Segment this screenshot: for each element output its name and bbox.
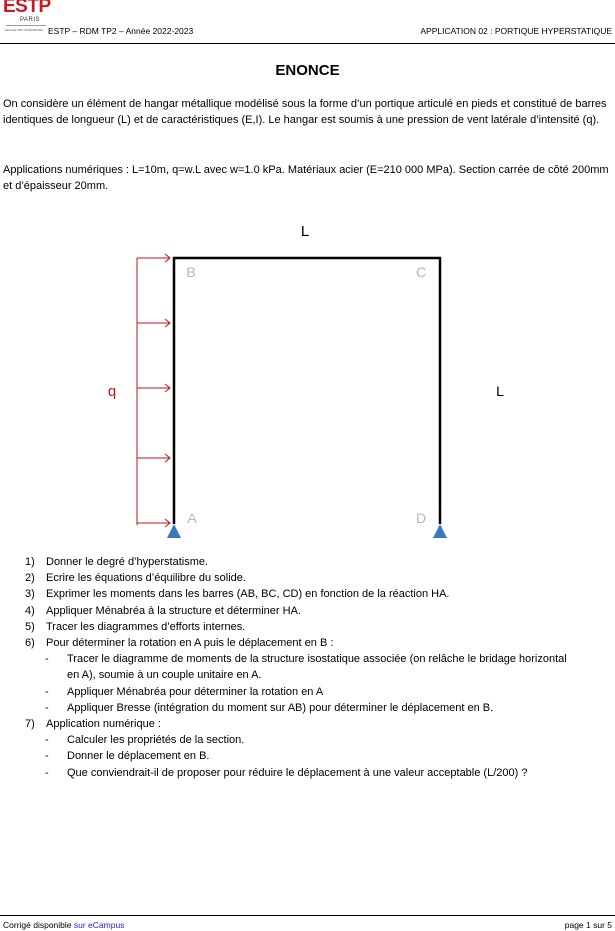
question-number: 3) bbox=[25, 588, 35, 601]
page-title: ENONCE bbox=[275, 62, 340, 79]
ecampus-link[interactable]: sur eCampus bbox=[73, 920, 125, 930]
logo-rule bbox=[6, 25, 46, 26]
question-subitem bbox=[0, 651, 615, 667]
estp-logo bbox=[3, 0, 49, 36]
question-number: 7) bbox=[25, 718, 35, 730]
footer-note-text: Corrigé disponible bbox=[3, 920, 74, 930]
question-text: Que conviendrait-il de proposer pour réduire le déplacement à une valeur acceptable (L/200) ? bbox=[67, 766, 528, 779]
question-item bbox=[0, 716, 615, 732]
node-label-b: B bbox=[186, 264, 196, 280]
footer-note bbox=[3, 920, 124, 930]
question-number: - bbox=[45, 685, 49, 698]
support-d-icon bbox=[433, 524, 447, 538]
label-length-top: L bbox=[300, 223, 310, 240]
question-subitem bbox=[0, 684, 615, 700]
frame-members bbox=[174, 258, 440, 524]
logo-city: PARIS bbox=[20, 17, 41, 23]
question-text: Exprimer les moments dans les barres (AB, BC, CD) en fonction de la réaction HA. bbox=[46, 588, 450, 601]
question-text: Tracer les diagrammes d’efforts internes. bbox=[46, 620, 246, 633]
question-text: Appliquer Ménabréa pour déterminer la rotation en A bbox=[67, 685, 324, 698]
question-text: Application numérique : bbox=[46, 718, 161, 730]
question-item bbox=[0, 603, 615, 619]
question-subitem bbox=[0, 732, 615, 748]
node-label-a: A bbox=[187, 510, 197, 526]
question-number: 6) bbox=[25, 637, 35, 649]
question-item bbox=[0, 619, 615, 635]
support-a-icon bbox=[167, 524, 181, 538]
intro-paragraph: On considère un élément de hangar métallique modélisé sous la forme d’un portique articulé en pieds et constitué de barres identiques de longueur (L) et de caractéristiques (E,I). Le hangar est soumis à une pression de vent latérale d’intensité (q). bbox=[3, 98, 607, 127]
question-subitem bbox=[0, 700, 615, 716]
load-arrows bbox=[137, 254, 170, 527]
label-length-right: L bbox=[496, 383, 504, 399]
header-application: APPLICATION 02 : PORTIQUE HYPERSTATIQUE bbox=[420, 26, 612, 36]
node-label-c: C bbox=[415, 264, 427, 280]
question-item bbox=[0, 570, 615, 586]
header-divider bbox=[0, 43, 615, 44]
node-label-d: D bbox=[415, 510, 427, 526]
question-number: - bbox=[45, 766, 49, 779]
question-text: Pour déterminer la rotation en A puis le déplacement en B : bbox=[46, 637, 334, 649]
footer-divider bbox=[0, 915, 615, 916]
question-number: - bbox=[45, 750, 49, 763]
question-subitem bbox=[0, 748, 615, 764]
question-item bbox=[0, 554, 615, 570]
question-subitem bbox=[0, 667, 615, 683]
question-subitem bbox=[0, 765, 615, 781]
question-text: Calculer les propriétés de la section. bbox=[67, 734, 245, 747]
question-text: Appliquer Bresse (intégration du moment sur AB) pour déterminer le déplacement en B. bbox=[67, 701, 494, 714]
question-number: 1) bbox=[25, 556, 35, 568]
logo-tagline: L'ÉCOLE DES INGÉNIEURS bbox=[4, 28, 43, 32]
question-number: 4) bbox=[25, 604, 35, 617]
question-number: 5) bbox=[25, 620, 35, 633]
logo-brand: ESTP bbox=[3, 0, 51, 17]
question-text: Appliquer Ménabréa à la structure et déterminer HA. bbox=[46, 604, 301, 617]
question-text: en A), soumie à un couple unitaire en A. bbox=[67, 669, 262, 682]
question-text: Ecrire les équations d’équilibre du solide. bbox=[46, 572, 246, 585]
question-text: Donner le degré d’hyperstatisme. bbox=[46, 556, 209, 568]
question-number: - bbox=[45, 653, 49, 666]
label-load-q: q bbox=[107, 383, 117, 400]
header-course: ESTP – RDM TP2 – Année 2022-2023 bbox=[48, 26, 194, 36]
question-item bbox=[0, 635, 615, 651]
question-text: Tracer le diagramme de moments de la structure isostatique associée (on relâche le bridage horizontal bbox=[67, 653, 567, 666]
question-number: 2) bbox=[25, 572, 35, 585]
question-text: Donner le déplacement en B. bbox=[67, 750, 210, 763]
question-number: - bbox=[45, 701, 49, 714]
page-number: page 1 sur 5 bbox=[564, 920, 612, 930]
portal-frame-diagram bbox=[0, 220, 615, 545]
numerical-data-paragraph: Applications numériques : L=10m, q=w.L avec w=1.0 kPa. Matériaux acier (E=210 000 MPa). Section carrée de côté 200mm et d’épaisseur 20mm. bbox=[3, 164, 609, 193]
question-number: - bbox=[45, 734, 49, 747]
question-item bbox=[0, 586, 615, 602]
